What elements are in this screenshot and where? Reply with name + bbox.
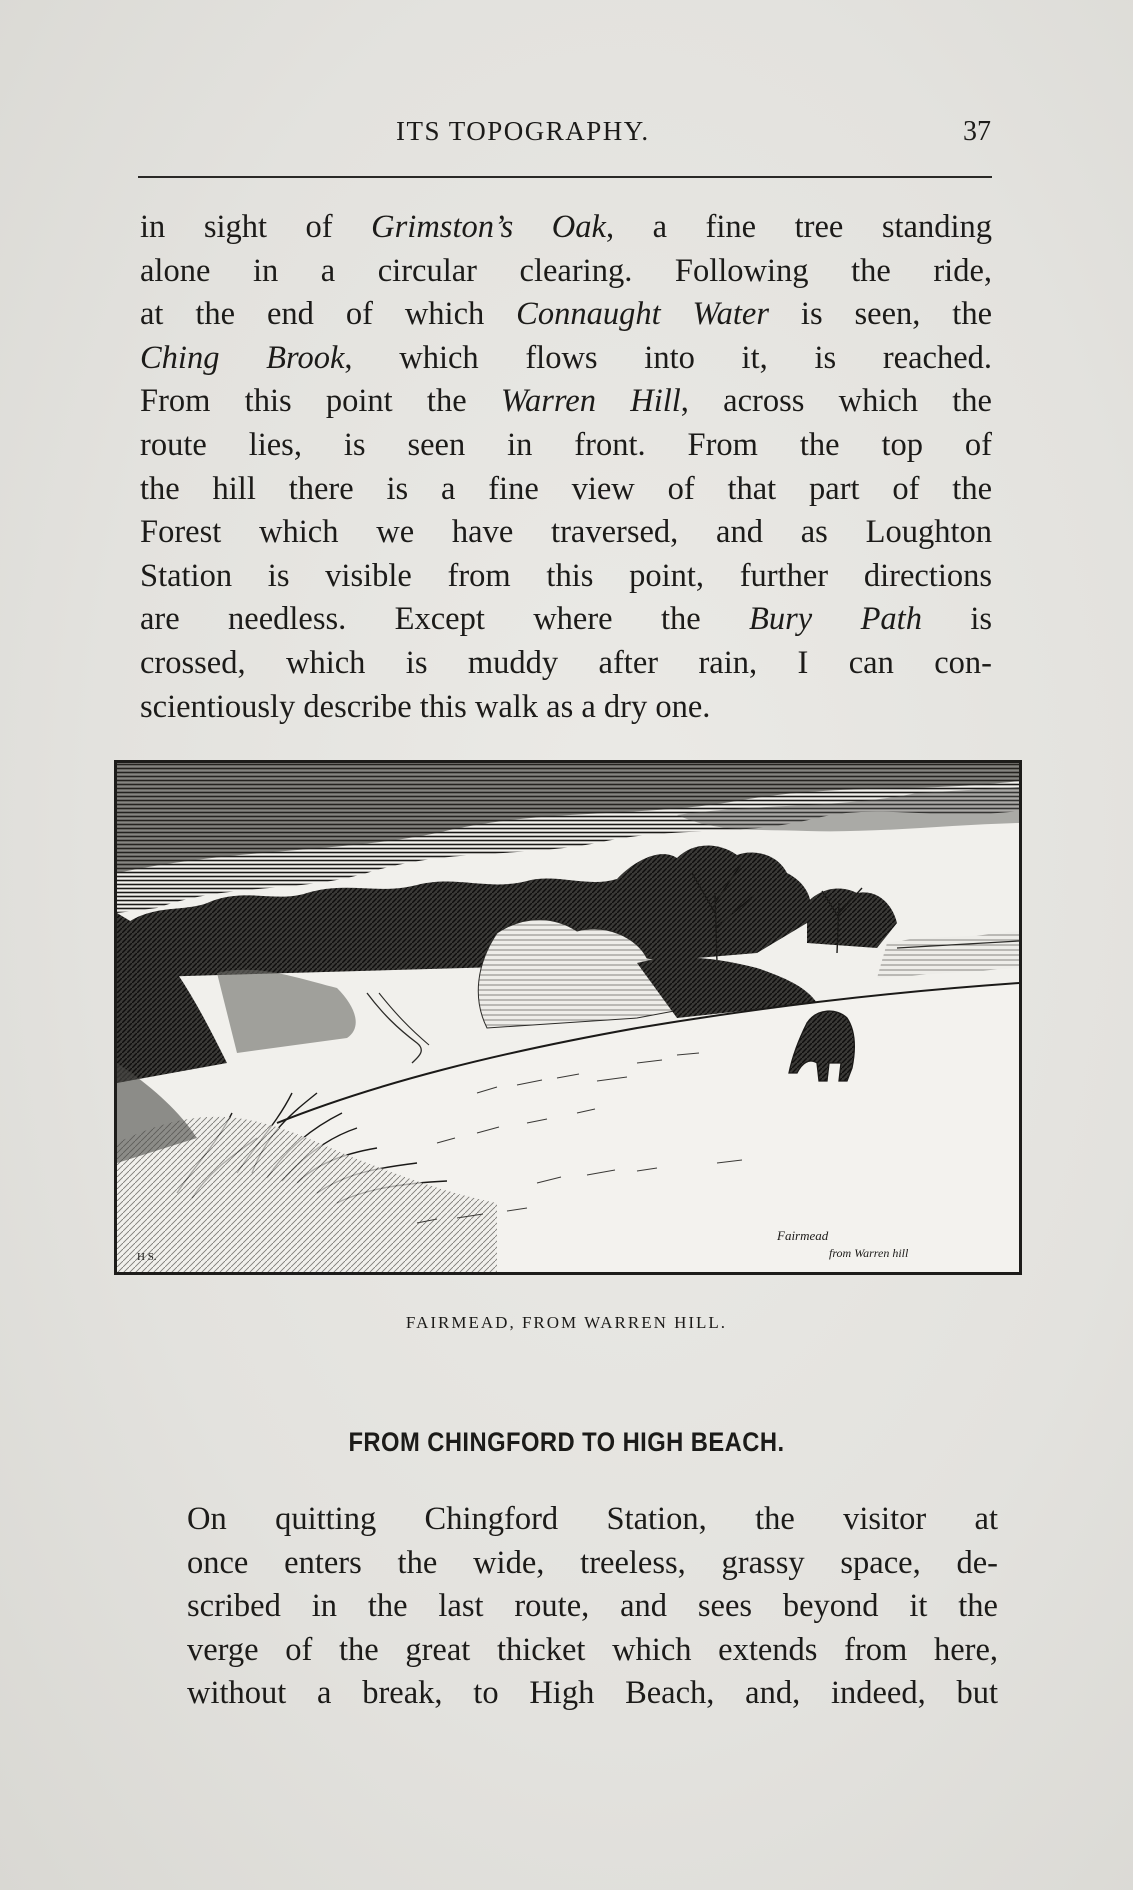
- paragraph-grimstons-oak: [140, 206, 992, 729]
- landscape-illustration: [117, 763, 1019, 1272]
- text-line: Station is visible from this point, further directions: [140, 557, 992, 594]
- place-name: Warren Hill: [500, 383, 681, 420]
- header-rule: [138, 176, 992, 178]
- plate-credit: from Warren hill: [829, 1246, 909, 1260]
- text-line: at the end of which Connaught Water is seen, the: [140, 296, 992, 333]
- text-line: From this point the Warren Hill, across which the: [140, 383, 992, 420]
- text-line: Ching Brook, which flows into it, is reached.: [140, 339, 992, 376]
- text-line: On quitting Chingford Station, the visitor at: [187, 1501, 998, 1537]
- text-line: in sight of Grimston’s Oak, a fine tree standing: [140, 209, 992, 245]
- text-line: without a break, to High Beach, and, indeed, but: [187, 1675, 998, 1712]
- running-head: [138, 112, 993, 152]
- text-line: crossed, which is muddy after rain, I can con-: [140, 644, 992, 681]
- text-line: scientiously describe this walk as a dry one.: [140, 688, 711, 725]
- figure-caption: FAIRMEAD, FROM WARREN HILL.: [405, 1313, 728, 1332]
- text-line: are needless. Except where the Bury Path is: [140, 601, 992, 638]
- place-name: Connaught Water: [516, 296, 769, 333]
- text-line: the hill there is a fine view of that part of the: [140, 470, 992, 507]
- page-number: 37: [963, 116, 991, 147]
- text-line: verge of the great thicket which extends from here,: [187, 1631, 998, 1668]
- place-name: Ching Brook: [140, 339, 345, 376]
- engraving-fairmead: [114, 760, 1022, 1275]
- plate-initials: H S.: [137, 1251, 157, 1263]
- text-line: scribed in the last route, and sees beyond it the: [187, 1588, 998, 1625]
- text-line: alone in a circular clearing. Following the ride,: [140, 252, 992, 289]
- text-line: Forest which we have traversed, and as Loughton: [140, 514, 992, 551]
- running-title: ITS TOPOGRAPHY.: [396, 116, 650, 146]
- place-name: Bury Path: [749, 601, 922, 638]
- text-line: once enters the wide, treeless, grassy space, de-: [187, 1544, 998, 1581]
- section-heading: FROM CHINGFORD TO HIGH BEACH.: [348, 1427, 785, 1457]
- plate-label: Fairmead: [777, 1228, 829, 1243]
- paragraph-chingford-station: [142, 1498, 998, 1716]
- text-line: route lies, is seen in front. From the top of: [140, 426, 992, 463]
- place-name: Grimston’s Oak: [371, 209, 606, 245]
